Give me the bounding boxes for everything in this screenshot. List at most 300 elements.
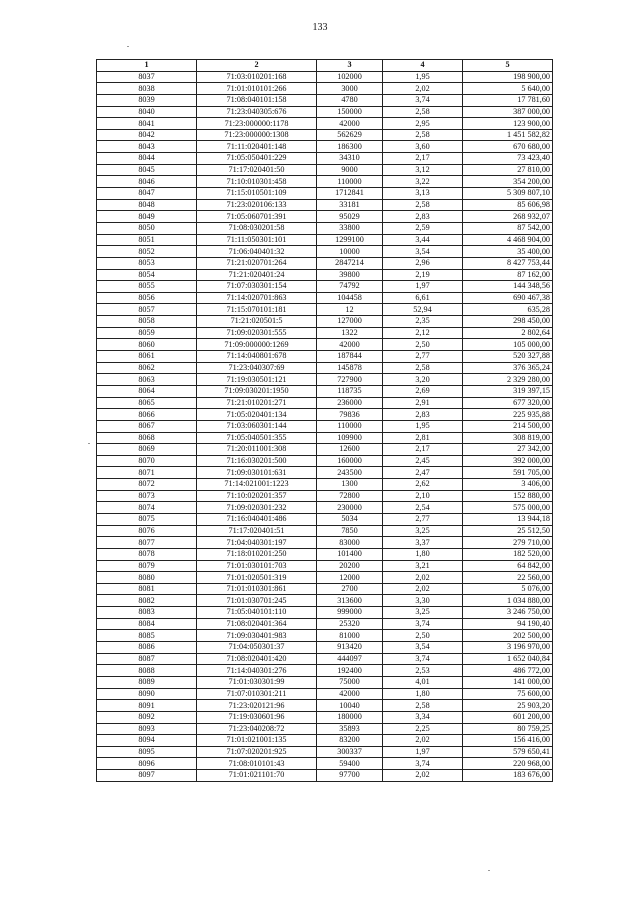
table-cell-col-2: 71:05:020401:134 xyxy=(197,409,317,421)
table-cell-col-1: 8086 xyxy=(97,642,197,654)
data-table xyxy=(96,59,553,782)
table-cell-col-1: 8048 xyxy=(97,199,197,211)
table-row xyxy=(97,479,553,491)
table-cell-col-3: 9000 xyxy=(317,164,383,176)
table-cell-col-5: 152 880,00 xyxy=(463,490,553,502)
table-cell-col-3: 75000 xyxy=(317,676,383,688)
table-header xyxy=(97,60,553,72)
table-cell-col-5: 298 450,00 xyxy=(463,316,553,328)
table-cell-col-2: 71:21:020701:264 xyxy=(197,257,317,269)
table-cell-col-3: 39800 xyxy=(317,269,383,281)
table-cell-col-1: 8066 xyxy=(97,409,197,421)
table-row xyxy=(97,327,553,339)
table-cell-col-2: 71:14:040301:276 xyxy=(197,665,317,677)
table-cell-col-5: 635,28 xyxy=(463,304,553,316)
table-cell-col-3: 1322 xyxy=(317,327,383,339)
column-header-1: 1 xyxy=(97,60,197,72)
table-cell-col-5: 144 348,56 xyxy=(463,281,553,293)
header-row xyxy=(97,60,553,72)
table-cell-col-5: 2 802,64 xyxy=(463,327,553,339)
table-cell-col-3: 81000 xyxy=(317,630,383,642)
table-cell-col-4: 3,44 xyxy=(383,234,463,246)
table-cell-col-3: 25320 xyxy=(317,618,383,630)
table-cell-col-5: 670 680,00 xyxy=(463,141,553,153)
table-cell-col-4: 3,74 xyxy=(383,758,463,770)
table-row xyxy=(97,525,553,537)
table-cell-col-1: 8049 xyxy=(97,211,197,223)
table-cell-col-5: 202 500,00 xyxy=(463,630,553,642)
table-cell-col-1: 8037 xyxy=(97,71,197,83)
table-row xyxy=(97,432,553,444)
table-cell-col-5: 575 000,00 xyxy=(463,502,553,514)
table-cell-col-4: 2,45 xyxy=(383,455,463,467)
table-cell-col-4: 3,74 xyxy=(383,618,463,630)
table-cell-col-5: 80 759,25 xyxy=(463,723,553,735)
table-cell-col-1: 8050 xyxy=(97,222,197,234)
table-cell-col-5: 4 468 904,00 xyxy=(463,234,553,246)
table-cell-col-3: 110000 xyxy=(317,420,383,432)
table-cell-col-4: 3,37 xyxy=(383,537,463,549)
table-cell-col-5: 25 512,50 xyxy=(463,525,553,537)
table-cell-col-2: 71:21:020401:24 xyxy=(197,269,317,281)
table-cell-col-5: 1 451 582,82 xyxy=(463,129,553,141)
table-row xyxy=(97,700,553,712)
table-cell-col-5: 141 000,00 xyxy=(463,676,553,688)
table-cell-col-1: 8042 xyxy=(97,129,197,141)
table-row xyxy=(97,211,553,223)
table-cell-col-4: 2,17 xyxy=(383,153,463,165)
table-cell-col-3: 101400 xyxy=(317,548,383,560)
table-cell-col-1: 8043 xyxy=(97,141,197,153)
table-cell-col-1: 8052 xyxy=(97,246,197,258)
table-cell-col-5: 520 327,88 xyxy=(463,351,553,363)
table-cell-col-2: 71:15:010501:109 xyxy=(197,188,317,200)
table-cell-col-2: 71:16:040401:486 xyxy=(197,513,317,525)
table-row xyxy=(97,176,553,188)
table-cell-col-1: 8055 xyxy=(97,281,197,293)
table-cell-col-5: 198 900,00 xyxy=(463,71,553,83)
scan-speck xyxy=(488,870,490,871)
table-cell-col-3: 313600 xyxy=(317,595,383,607)
table-row xyxy=(97,688,553,700)
table-cell-col-5: 75 600,00 xyxy=(463,688,553,700)
table-row xyxy=(97,513,553,525)
table-cell-col-3: 35893 xyxy=(317,723,383,735)
table-cell-col-4: 3,34 xyxy=(383,711,463,723)
table-cell-col-1: 8057 xyxy=(97,304,197,316)
table-cell-col-5: 182 520,00 xyxy=(463,548,553,560)
table-cell-col-4: 3,25 xyxy=(383,525,463,537)
table-cell-col-5: 73 423,40 xyxy=(463,153,553,165)
table-cell-col-5: 27 342,00 xyxy=(463,444,553,456)
table-cell-col-1: 8078 xyxy=(97,548,197,560)
table-cell-col-3: 300337 xyxy=(317,746,383,758)
table-row xyxy=(97,548,553,560)
table-cell-col-1: 8045 xyxy=(97,164,197,176)
table-cell-col-5: 183 676,00 xyxy=(463,770,553,782)
table-row xyxy=(97,467,553,479)
table-row xyxy=(97,83,553,95)
table-row xyxy=(97,618,553,630)
table-cell-col-1: 8054 xyxy=(97,269,197,281)
table-cell-col-5: 1 034 880,00 xyxy=(463,595,553,607)
table-cell-col-3: 180000 xyxy=(317,711,383,723)
table-cell-col-1: 8062 xyxy=(97,362,197,374)
table-cell-col-2: 71:01:030101:703 xyxy=(197,560,317,572)
column-header-2: 2 xyxy=(197,60,317,72)
table-cell-col-3: 1712841 xyxy=(317,188,383,200)
table-row xyxy=(97,222,553,234)
table-cell-col-3: 999000 xyxy=(317,607,383,619)
table-cell-col-4: 2,50 xyxy=(383,630,463,642)
table-cell-col-3: 72800 xyxy=(317,490,383,502)
table-cell-col-1: 8056 xyxy=(97,292,197,304)
table-cell-col-3: 74792 xyxy=(317,281,383,293)
table-cell-col-2: 71:01:021101:70 xyxy=(197,770,317,782)
table-cell-col-3: 42000 xyxy=(317,688,383,700)
table-cell-col-2: 71:01:030301:99 xyxy=(197,676,317,688)
table-cell-col-1: 8041 xyxy=(97,118,197,130)
table-cell-col-5: 5 309 807,10 xyxy=(463,188,553,200)
table-cell-col-5: 486 772,00 xyxy=(463,665,553,677)
table-cell-col-1: 8058 xyxy=(97,316,197,328)
table-cell-col-1: 8038 xyxy=(97,83,197,95)
table-cell-col-5: 94 190,40 xyxy=(463,618,553,630)
table-cell-col-1: 8096 xyxy=(97,758,197,770)
table-cell-col-3: 150000 xyxy=(317,106,383,118)
table-cell-col-5: 220 968,00 xyxy=(463,758,553,770)
table-cell-col-1: 8084 xyxy=(97,618,197,630)
table-cell-col-5: 8 427 753,44 xyxy=(463,257,553,269)
table-cell-col-3: 913420 xyxy=(317,642,383,654)
table-cell-col-4: 3,54 xyxy=(383,246,463,258)
table-cell-col-2: 71:10:010301:458 xyxy=(197,176,317,188)
table-cell-col-2: 71:08:030201:58 xyxy=(197,222,317,234)
table-row xyxy=(97,444,553,456)
table-cell-col-2: 71:11:020401:148 xyxy=(197,141,317,153)
table-cell-col-5: 87 162,00 xyxy=(463,269,553,281)
table-cell-col-3: 2847214 xyxy=(317,257,383,269)
table-cell-col-3: 2700 xyxy=(317,583,383,595)
table-cell-col-4: 2,77 xyxy=(383,513,463,525)
table-cell-col-2: 71:23:040305:676 xyxy=(197,106,317,118)
table-row xyxy=(97,502,553,514)
table-cell-col-3: 20200 xyxy=(317,560,383,572)
table-cell-col-2: 71:19:030501:121 xyxy=(197,374,317,386)
table-cell-col-3: 230000 xyxy=(317,502,383,514)
table-cell-col-4: 3,54 xyxy=(383,642,463,654)
table-cell-col-5: 35 400,00 xyxy=(463,246,553,258)
table-cell-col-5: 2 329 280,00 xyxy=(463,374,553,386)
table-cell-col-4: 3,20 xyxy=(383,374,463,386)
table-cell-col-2: 71:08:020401:420 xyxy=(197,653,317,665)
table-cell-col-5: 105 000,00 xyxy=(463,339,553,351)
table-cell-col-1: 8040 xyxy=(97,106,197,118)
table-cell-col-5: 64 842,00 xyxy=(463,560,553,572)
table-cell-col-3: 727900 xyxy=(317,374,383,386)
table-cell-col-1: 8075 xyxy=(97,513,197,525)
table-cell-col-2: 71:01:010101:266 xyxy=(197,83,317,95)
table-cell-col-4: 3,25 xyxy=(383,607,463,619)
table-cell-col-2: 71:16:030201:500 xyxy=(197,455,317,467)
table-cell-col-3: 83200 xyxy=(317,735,383,747)
table-cell-col-4: 3,30 xyxy=(383,595,463,607)
table-cell-col-1: 8067 xyxy=(97,420,197,432)
table-cell-col-4: 2,47 xyxy=(383,467,463,479)
table-row xyxy=(97,304,553,316)
table-cell-col-4: 2,77 xyxy=(383,351,463,363)
table-cell-col-4: 1,95 xyxy=(383,71,463,83)
table-cell-col-1: 8081 xyxy=(97,583,197,595)
table-cell-col-5: 308 819,00 xyxy=(463,432,553,444)
column-header-4: 4 xyxy=(383,60,463,72)
table-row xyxy=(97,316,553,328)
table-cell-col-1: 8093 xyxy=(97,723,197,735)
table-row xyxy=(97,630,553,642)
table-cell-col-5: 354 200,00 xyxy=(463,176,553,188)
table-cell-col-2: 71:14:040801:678 xyxy=(197,351,317,363)
table-cell-col-4: 2,50 xyxy=(383,339,463,351)
table-cell-col-4: 3,22 xyxy=(383,176,463,188)
table-row xyxy=(97,339,553,351)
table-cell-col-1: 8063 xyxy=(97,374,197,386)
table-row xyxy=(97,572,553,584)
table-cell-col-3: 109900 xyxy=(317,432,383,444)
table-cell-col-2: 71:07:010301:211 xyxy=(197,688,317,700)
table-cell-col-3: 102000 xyxy=(317,71,383,83)
table-cell-col-5: 392 000,00 xyxy=(463,455,553,467)
table-cell-col-1: 8064 xyxy=(97,385,197,397)
table-row xyxy=(97,118,553,130)
table-row xyxy=(97,420,553,432)
table-cell-col-4: 2,10 xyxy=(383,490,463,502)
table-row xyxy=(97,711,553,723)
table-cell-col-1: 8077 xyxy=(97,537,197,549)
table-cell-col-3: 104458 xyxy=(317,292,383,304)
table-row xyxy=(97,246,553,258)
table-cell-col-5: 319 397,15 xyxy=(463,385,553,397)
table-cell-col-5: 156 416,00 xyxy=(463,735,553,747)
table-cell-col-2: 71:09:030201:1950 xyxy=(197,385,317,397)
table-row xyxy=(97,362,553,374)
table-cell-col-5: 123 900,00 xyxy=(463,118,553,130)
table-cell-col-1: 8085 xyxy=(97,630,197,642)
table-cell-col-3: 33800 xyxy=(317,222,383,234)
table-cell-col-4: 2,62 xyxy=(383,479,463,491)
table-cell-col-2: 71:23:040208:72 xyxy=(197,723,317,735)
column-header-3: 3 xyxy=(317,60,383,72)
table-cell-col-4: 3,12 xyxy=(383,164,463,176)
table-cell-col-4: 2,58 xyxy=(383,362,463,374)
table-cell-col-2: 71:11:050301:101 xyxy=(197,234,317,246)
table-row xyxy=(97,607,553,619)
table-cell-col-2: 71:23:000000:1178 xyxy=(197,118,317,130)
scan-speck xyxy=(88,443,90,444)
table-row xyxy=(97,735,553,747)
table-row xyxy=(97,188,553,200)
table-cell-col-3: 192400 xyxy=(317,665,383,677)
table-cell-col-3: 12000 xyxy=(317,572,383,584)
table-row xyxy=(97,665,553,677)
table-cell-col-4: 2,02 xyxy=(383,572,463,584)
table-row xyxy=(97,653,553,665)
table-row xyxy=(97,595,553,607)
table-cell-col-5: 279 710,00 xyxy=(463,537,553,549)
table-cell-col-4: 2,12 xyxy=(383,327,463,339)
table-cell-col-1: 8071 xyxy=(97,467,197,479)
table-cell-col-2: 71:14:020701:863 xyxy=(197,292,317,304)
table-cell-col-5: 387 000,00 xyxy=(463,106,553,118)
table-cell-col-5: 268 932,07 xyxy=(463,211,553,223)
table-body xyxy=(97,71,553,781)
table-cell-col-5: 5 640,00 xyxy=(463,83,553,95)
table-cell-col-2: 71:03:010201:168 xyxy=(197,71,317,83)
table-cell-col-3: 160000 xyxy=(317,455,383,467)
table-cell-col-5: 85 606,98 xyxy=(463,199,553,211)
table-row xyxy=(97,642,553,654)
table-cell-col-4: 1,80 xyxy=(383,548,463,560)
table-cell-col-2: 71:08:020401:364 xyxy=(197,618,317,630)
table-cell-col-2: 71:08:010101:43 xyxy=(197,758,317,770)
table-cell-col-2: 71:17:020401:51 xyxy=(197,525,317,537)
table-cell-col-4: 2,02 xyxy=(383,83,463,95)
table-cell-col-3: 186300 xyxy=(317,141,383,153)
table-cell-col-4: 3,60 xyxy=(383,141,463,153)
table-cell-col-5: 5 076,00 xyxy=(463,583,553,595)
table-cell-col-1: 8087 xyxy=(97,653,197,665)
table-cell-col-3: 83000 xyxy=(317,537,383,549)
table-row xyxy=(97,770,553,782)
table-cell-col-5: 22 560,00 xyxy=(463,572,553,584)
table-cell-col-4: 1,97 xyxy=(383,281,463,293)
table-cell-col-3: 10040 xyxy=(317,700,383,712)
table-cell-col-5: 13 944,18 xyxy=(463,513,553,525)
table-cell-col-4: 2,95 xyxy=(383,118,463,130)
table-cell-col-4: 2,83 xyxy=(383,211,463,223)
table-cell-col-2: 71:09:020301:232 xyxy=(197,502,317,514)
table-cell-col-3: 444097 xyxy=(317,653,383,665)
table-cell-col-5: 601 200,00 xyxy=(463,711,553,723)
table-cell-col-3: 34310 xyxy=(317,153,383,165)
table-cell-col-3: 145878 xyxy=(317,362,383,374)
table-cell-col-5: 225 935,88 xyxy=(463,409,553,421)
table-cell-col-4: 2,58 xyxy=(383,106,463,118)
table-cell-col-4: 2,91 xyxy=(383,397,463,409)
table-cell-col-4: 2,58 xyxy=(383,199,463,211)
table-row xyxy=(97,374,553,386)
table-cell-col-4: 2,25 xyxy=(383,723,463,735)
table-row xyxy=(97,560,553,572)
table-cell-col-5: 3 406,00 xyxy=(463,479,553,491)
table-row xyxy=(97,129,553,141)
table-row xyxy=(97,385,553,397)
table-row xyxy=(97,583,553,595)
table-cell-col-1: 8047 xyxy=(97,188,197,200)
table-cell-col-2: 71:23:020106:133 xyxy=(197,199,317,211)
table-cell-col-1: 8097 xyxy=(97,770,197,782)
table-cell-col-5: 690 467,38 xyxy=(463,292,553,304)
table-cell-col-2: 71:05:040501:355 xyxy=(197,432,317,444)
table-cell-col-4: 2,02 xyxy=(383,770,463,782)
table-cell-col-2: 71:17:020401:50 xyxy=(197,164,317,176)
table-cell-col-3: 243500 xyxy=(317,467,383,479)
table-cell-col-4: 1,97 xyxy=(383,746,463,758)
table-cell-col-5: 579 650,41 xyxy=(463,746,553,758)
table-cell-col-2: 71:01:030701:245 xyxy=(197,595,317,607)
table-cell-col-2: 71:07:020201:925 xyxy=(197,746,317,758)
table-cell-col-3: 42000 xyxy=(317,118,383,130)
table-cell-col-5: 27 810,00 xyxy=(463,164,553,176)
table-cell-col-4: 3,21 xyxy=(383,560,463,572)
table-cell-col-1: 8039 xyxy=(97,94,197,106)
table-row xyxy=(97,292,553,304)
table-row xyxy=(97,537,553,549)
table-cell-col-5: 214 500,00 xyxy=(463,420,553,432)
table-cell-col-3: 95029 xyxy=(317,211,383,223)
table-cell-col-3: 187844 xyxy=(317,351,383,363)
table-cell-col-1: 8069 xyxy=(97,444,197,456)
table-cell-col-1: 8092 xyxy=(97,711,197,723)
scan-speck xyxy=(127,46,129,47)
table-cell-col-2: 71:06:040401:32 xyxy=(197,246,317,258)
table-cell-col-2: 71:07:030301:154 xyxy=(197,281,317,293)
table-cell-col-5: 1 652 040,84 xyxy=(463,653,553,665)
table-cell-col-2: 71:08:040101:158 xyxy=(197,94,317,106)
table-cell-col-3: 79836 xyxy=(317,409,383,421)
table-cell-col-3: 236000 xyxy=(317,397,383,409)
table-cell-col-4: 3,74 xyxy=(383,653,463,665)
table-cell-col-2: 71:15:070101:181 xyxy=(197,304,317,316)
table-cell-col-2: 71:23:020121:96 xyxy=(197,700,317,712)
table-cell-col-3: 127000 xyxy=(317,316,383,328)
table-cell-col-1: 8065 xyxy=(97,397,197,409)
table-row xyxy=(97,269,553,281)
table-cell-col-3: 5034 xyxy=(317,513,383,525)
table-cell-col-4: 3,74 xyxy=(383,94,463,106)
table-cell-col-5: 17 781,60 xyxy=(463,94,553,106)
table-cell-col-2: 71:09:020301:555 xyxy=(197,327,317,339)
table-row xyxy=(97,281,553,293)
table-cell-col-1: 8072 xyxy=(97,479,197,491)
table-cell-col-1: 8095 xyxy=(97,746,197,758)
table-cell-col-2: 71:05:040101:110 xyxy=(197,607,317,619)
table-cell-col-3: 33181 xyxy=(317,199,383,211)
table-cell-col-3: 12600 xyxy=(317,444,383,456)
table-cell-col-4: 2,53 xyxy=(383,665,463,677)
table-cell-col-3: 1300 xyxy=(317,479,383,491)
table-cell-col-1: 8076 xyxy=(97,525,197,537)
table-cell-col-4: 2,35 xyxy=(383,316,463,328)
table-cell-col-1: 8090 xyxy=(97,688,197,700)
table-row xyxy=(97,758,553,770)
table-cell-col-2: 71:03:060301:144 xyxy=(197,420,317,432)
table-cell-col-1: 8068 xyxy=(97,432,197,444)
table-cell-col-3: 1299100 xyxy=(317,234,383,246)
table-cell-col-1: 8080 xyxy=(97,572,197,584)
table-cell-col-4: 2,59 xyxy=(383,222,463,234)
table-cell-col-2: 71:21:020501:5 xyxy=(197,316,317,328)
table-row xyxy=(97,153,553,165)
table-row xyxy=(97,723,553,735)
column-header-5: 5 xyxy=(463,60,553,72)
table-cell-col-2: 71:10:020201:357 xyxy=(197,490,317,502)
table-cell-col-1: 8046 xyxy=(97,176,197,188)
table-cell-col-4: 2,19 xyxy=(383,269,463,281)
table-cell-col-1: 8059 xyxy=(97,327,197,339)
table-cell-col-4: 2,54 xyxy=(383,502,463,514)
table-cell-col-2: 71:23:040307:69 xyxy=(197,362,317,374)
table-cell-col-3: 10000 xyxy=(317,246,383,258)
